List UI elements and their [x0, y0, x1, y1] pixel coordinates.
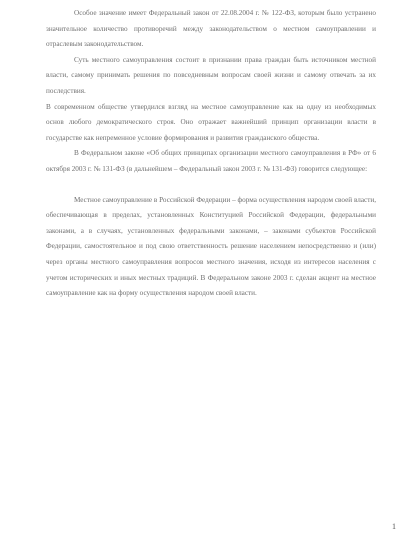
paragraph-essence-self-government: Суть местного самоуправления состоит в признании права граждан быть источником местной власти, самому принимать решения по повседневным вопросам своей жизни и самому отвечать за их последствия. [46, 55, 376, 95]
page-number: 1 [392, 522, 396, 531]
paragraph-modern-society: В современном обществе утвердился взгляд на местное самоуправление как на одну из необходимых основ любого демократического строя. Оно отражает важнейший принцип организации власти в государстве как непременное условие формирования и развития гражданского общества. [46, 102, 376, 142]
paragraph-gap [46, 178, 376, 193]
paragraph-federal-law-2004: Особое значение имеет Федеральный закон от 22.08.2004 г. № 122-ФЗ, которым было устранено значительное количество противоречий между законодательством о местном самоуправлении и отраслевым законодательством. [46, 9, 376, 49]
document-body [46, 6, 376, 302]
paragraph-federal-law-2003-intro: В Федеральном законе «Об общих принципах организации местного самоуправления в РФ» от 6 октября 2003 г. № 131-ФЗ (в дальнейшем – Федеральный закон 2003 г. № 131-ФЗ) говорится следующее: [46, 149, 376, 173]
paragraph-definition-quote: Местное самоуправление в Российской Федерации – форма осуществления народом своей власти, обеспечивающая в пределах, установленных Конституцией Российской Федерации, федеральными законами, а в случаях, установленных федеральными законами, – законами субъектов Российской Федерации, самостоятельное и под свою ответственность решение населением непосредственно и (или) через органы местного самоуправления вопросов местного значения, исходя из интересов населения с учетом исторических и иных местных традиций. В Федеральном законе 2003 г. сделан акцент на местное самоуправление как на форму осуществления народом своей власти. [46, 195, 376, 298]
